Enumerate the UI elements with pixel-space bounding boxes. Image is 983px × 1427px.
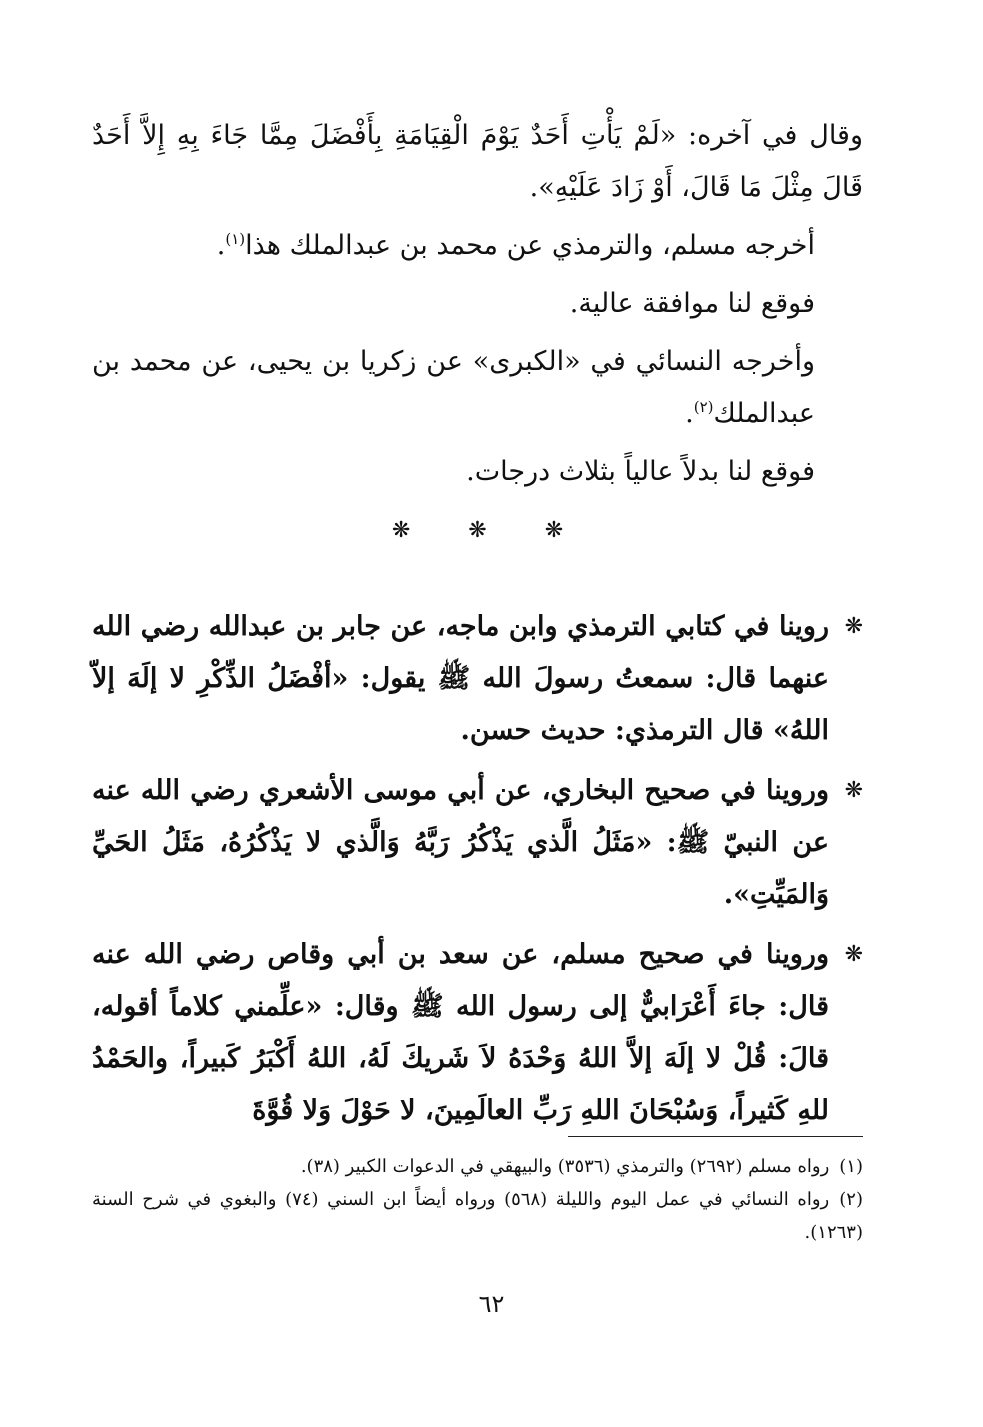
star-bullet-icon: ❋ xyxy=(844,614,863,639)
main-text xyxy=(92,110,863,1145)
footnote-number: (٢) xyxy=(839,1189,863,1210)
paragraph-text: أخرجه مسلم، والترمذي عن محمد بن عبدالملك هذا xyxy=(245,230,815,261)
paragraph-takhrij-muslim xyxy=(92,220,863,272)
footnote-2 xyxy=(92,1183,863,1249)
footnote-text: رواه مسلم (٢٦٩٢) والترمذي (٣٥٣٦) والبيهقي في الدعوات الكبير (٣٨). xyxy=(300,1156,830,1177)
paragraph-badal xyxy=(92,446,863,498)
footnotes xyxy=(92,1150,863,1249)
footnote-ref-1[interactable]: (١) xyxy=(225,230,246,248)
footnote-ref-2[interactable]: (٢) xyxy=(693,398,714,416)
section-divider xyxy=(92,518,863,543)
paragraph-text: فوقع لنا موافقة عالية. xyxy=(569,288,815,319)
punctuation: . xyxy=(685,398,694,429)
list-item xyxy=(92,601,863,757)
paragraph-text: وأخرجه النسائي في «الكبرى» عن زكريا بن يحيى، عن محمد بن عبدالملك xyxy=(92,346,815,429)
item-text: وروينا في صحيح مسلم، عن سعد بن أبي وقاص رضي الله عنه قال: جاءَ أَعْرَابيٌّ إلى رسول الله ﷺ وقال: «علِّمني كلاماً أقوله، قالَ: قُلْ لا إلَهَ إلاَّ اللهُ وَحْدَهُ لاَ شَريكَ لَهُ، اللهُ أَكْبَرُ كَبيراً، والحَمْدُ للهِ كَثيراً، وَسُبْحَانَ اللهِ رَبِّ العالَمِينَ، لا حَوْلَ وَلا قُوَّةَ xyxy=(92,939,829,1126)
list-item xyxy=(92,765,863,921)
footnote-1 xyxy=(92,1150,863,1183)
page-number: ٦٢ xyxy=(478,1290,505,1318)
divider-star-icon: ❋ xyxy=(391,518,411,543)
star-bullet-icon: ❋ xyxy=(844,942,863,967)
list-item xyxy=(92,929,863,1137)
item-text: وروينا في صحيح البخاري، عن أبي موسى الأشعري رضي الله عنه عن النبيّ ﷺ: «مَثَلُ الَّذي يَذْكُرُ رَبَّهُ وَالَّذي لا يَذْكُرُهُ، مَثَلُ الحَيِّ وَالمَيِّتِ». xyxy=(92,775,829,910)
item-text: روينا في كتابي الترمذي وابن ماجه، عن جابر بن عبدالله رضي الله عنهما قال: سمعتُ رسولَ الله ﷺ يقول: «أفْضَلُ الذِّكْرِ لا إلَهَ إلاّ اللهُ» قال الترمذي: حديث حسن. xyxy=(92,611,829,746)
paragraph-text: وقال في آخره: «لَمْ يَأْتِ أَحَدٌ يَوْمَ الْقِيَامَةِ بِأَفْضَلَ مِمَّا جَاءَ بِهِ إِلاَّ أَحَدٌ قَالَ مِثْلَ مَا قَالَ، أَوْ زَادَ عَلَيْهِ». xyxy=(92,120,863,203)
divider-star-icon: ❋ xyxy=(468,518,487,543)
paragraph-hadith-ending xyxy=(92,110,863,214)
punctuation: . xyxy=(216,230,226,261)
divider-star-icon: ❋ xyxy=(544,518,564,543)
footnote-separator xyxy=(568,1136,863,1137)
paragraph-muwafaqa xyxy=(92,278,863,330)
star-bullet-icon: ❋ xyxy=(844,778,863,803)
footnote-number: (١) xyxy=(839,1156,863,1177)
footnote-text: رواه النسائي في عمل اليوم والليلة (٥٦٨) ورواه أيضاً ابن السني (٧٤) والبغوي في شرح السنة (١٢٦٣). xyxy=(92,1189,863,1243)
paragraph-text: فوقع لنا بدلاً عالياً بثلاث درجات. xyxy=(466,456,815,487)
paragraph-takhrij-nasai xyxy=(92,336,863,440)
